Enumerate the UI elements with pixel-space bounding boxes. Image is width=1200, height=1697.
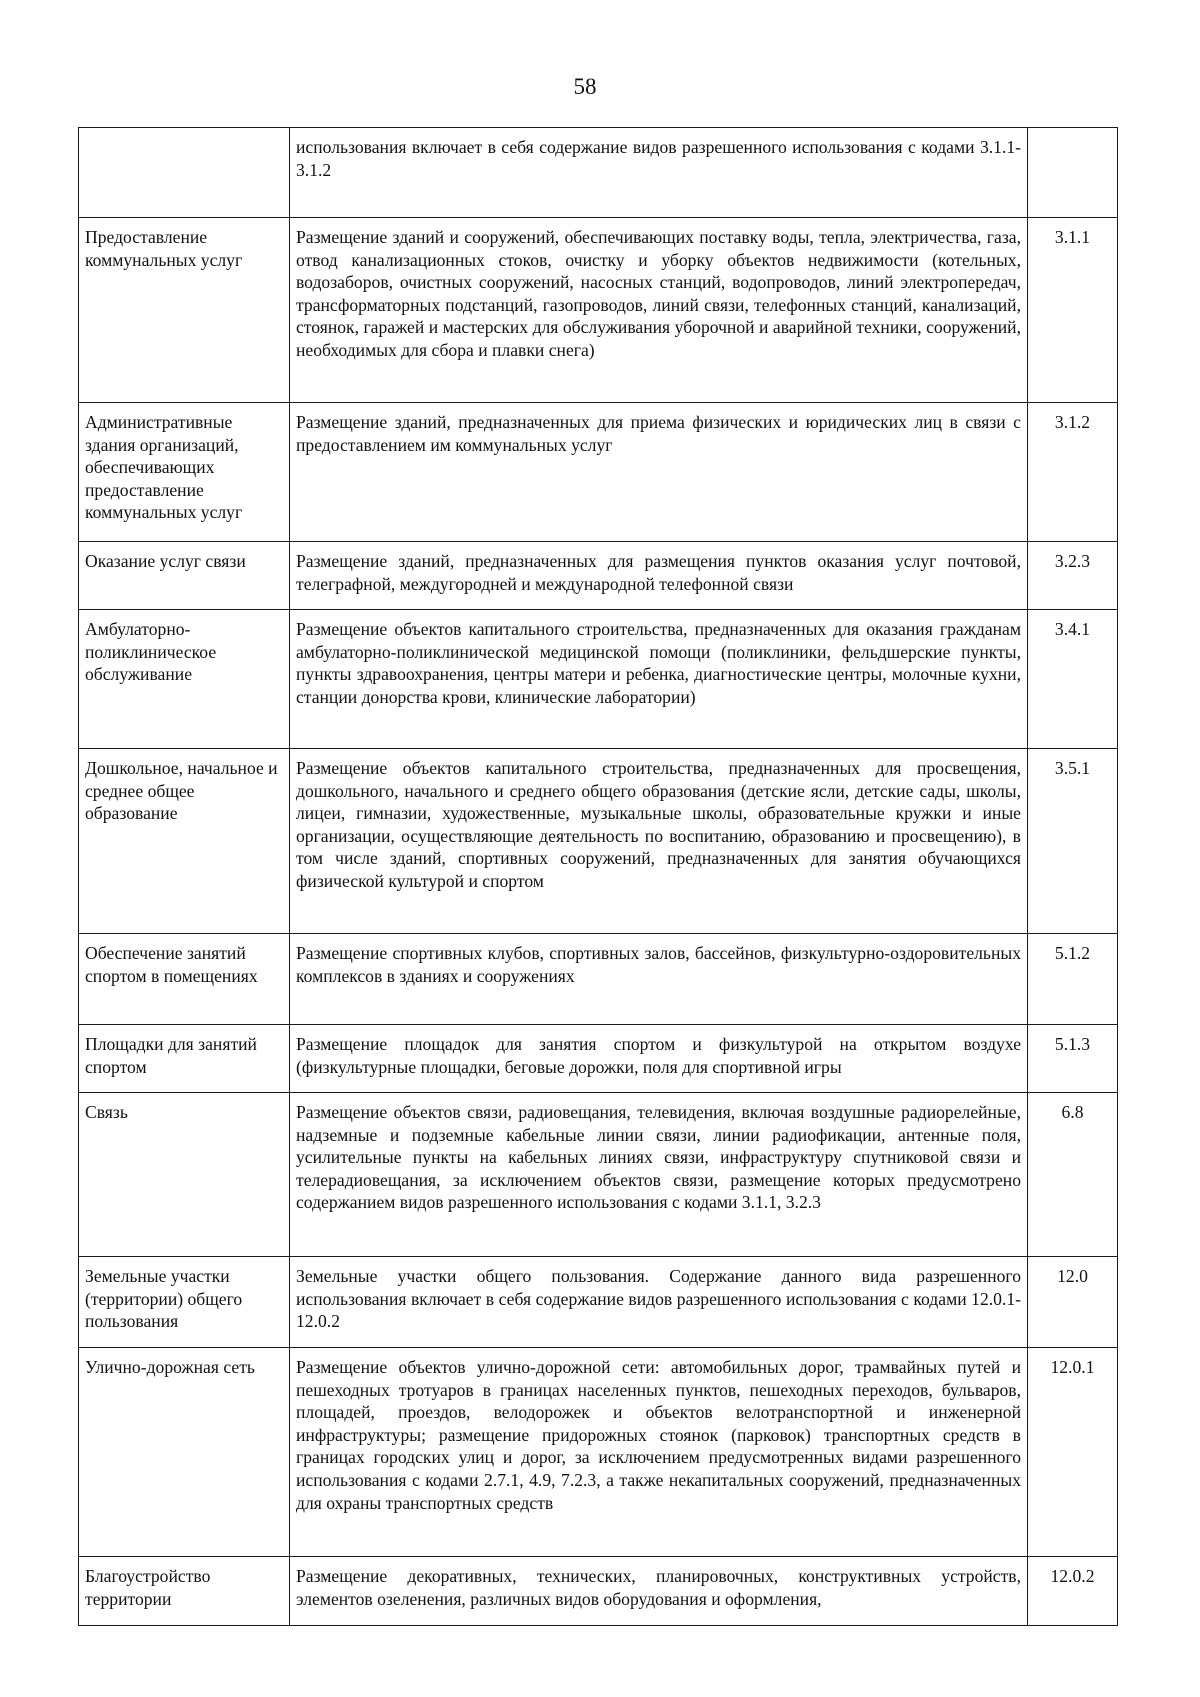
table-row [79, 1025, 1118, 1093]
table-row [79, 749, 1118, 934]
use-type-description: Размещение спортивных клубов, спортивных залов, бассейнов, физкультурно-оздоровительных комплексов в зданиях и сооружениях [290, 934, 1028, 1025]
use-type-description: Размещение объектов капитального строительства, предназначенных для оказания гражданам амбулаторно-поликлинической медицинской помощи (поликлиники, фельдшерские пункты, пункты здравоохранения, центры матери и ребенка, диагностические центры, молочные кухни, станции донорства крови, клинические лаборатории) [290, 610, 1028, 749]
use-type-name: Благоустройство территории [79, 1557, 290, 1626]
use-type-description: использования включает в себя содержание видов разрешенного использования с кодами 3.1.1-3.1.2 [290, 128, 1028, 218]
use-type-code: 3.4.1 [1028, 610, 1118, 749]
table-row [79, 218, 1118, 403]
use-type-code: 12.0.2 [1028, 1557, 1118, 1626]
use-type-name: Земельные участки (территории) общего пользования [79, 1257, 290, 1348]
use-type-name: Предоставление коммунальных услуг [79, 218, 290, 403]
table-row [79, 403, 1118, 542]
use-type-code: 3.2.3 [1028, 542, 1118, 610]
use-type-name: Обеспечение занятий спортом в помещениях [79, 934, 290, 1025]
use-type-name: Улично-дорожная сеть [79, 1348, 290, 1557]
table-row [79, 128, 1118, 218]
use-type-description: Размещение зданий, предназначенных для размещения пунктов оказания услуг почтовой, телеграфной, междугородней и международной телефонной связи [290, 542, 1028, 610]
use-type-code: 5.1.2 [1028, 934, 1118, 1025]
table-row [79, 1093, 1118, 1257]
use-type-description: Размещение объектов улично-дорожной сети: автомобильных дорог, трамвайных путей и пешеходных тротуаров в границах населенных пунктов, пешеходных переходов, бульваров, площадей, проездов, велодорожек и объектов велотранспортной и инженерной инфраструктуры; размещение придорожных стоянок (парковок) транспортных средств в границах городских улиц и дорог, за исключением предусмотренных видами разрешенного использования с кодами 2.7.1, 4.9, 7.2.3, а также некапитальных сооружений, предназначенных для охраны транспортных средств [290, 1348, 1028, 1557]
page-number: 58 [573, 74, 597, 99]
use-type-description: Размещение объектов связи, радиовещания, телевидения, включая воздушные радиорелейные, надземные и подземные кабельные линии связи, линии радиофикации, антенные поля, усилительные пункты на кабельных линиях связи, инфраструктуру спутниковой связи и телерадиовещания, за исключением объектов связи, размещение которых предусмотрено содержанием видов разрешенного использования с кодами 3.1.1, 3.2.3 [290, 1093, 1028, 1257]
table-row [79, 1557, 1118, 1626]
table-row [79, 934, 1118, 1025]
use-type-code: 3.1.1 [1028, 218, 1118, 403]
use-type-description: Земельные участки общего пользования. Содержание данного вида разрешенного использования включает в себя содержание видов разрешенного использования с кодами 12.0.1-12.0.2 [290, 1257, 1028, 1348]
use-type-code: 3.5.1 [1028, 749, 1118, 934]
table-row [79, 542, 1118, 610]
use-type-code: 12.0 [1028, 1257, 1118, 1348]
use-type-name: Административные здания организаций, обеспечивающих предоставление коммунальных услуг [79, 403, 290, 542]
use-type-code [1028, 128, 1118, 218]
table-row [79, 1257, 1118, 1348]
use-type-description: Размещение декоративных, технических, планировочных, конструктивных устройств, элементов озеленения, различных видов оборудования и оформления, [290, 1557, 1028, 1626]
use-type-code: 6.8 [1028, 1093, 1118, 1257]
use-type-code: 5.1.3 [1028, 1025, 1118, 1093]
use-type-name: Амбулаторно-поликлиническое обслуживание [79, 610, 290, 749]
use-type-name: Оказание услуг связи [79, 542, 290, 610]
use-type-code: 12.0.1 [1028, 1348, 1118, 1557]
use-type-description: Размещение зданий и сооружений, обеспечивающих поставку воды, тепла, электричества, газа, отвод канализационных стоков, очистку и уборку объектов недвижимости (котельных, водозаборов, очистных сооружений, насосных станций, водопроводов, линий электропередач, трансформаторных подстанций, газопроводов, линий связи, телефонных станций, канализаций, стоянок, гаражей и мастерских для обслуживания уборочной и аварийной техники, сооружений, необходимых для сбора и плавки снега) [290, 218, 1028, 403]
use-type-name: Дошкольное, начальное и среднее общее образование [79, 749, 290, 934]
use-type-code: 3.1.2 [1028, 403, 1118, 542]
use-type-description: Размещение зданий, предназначенных для приема физических и юридических лиц в связи с предоставлением им коммунальных услуг [290, 403, 1028, 542]
table-row [79, 610, 1118, 749]
use-type-name [79, 128, 290, 218]
table-row [79, 1348, 1118, 1557]
use-type-name: Площадки для занятий спортом [79, 1025, 290, 1093]
use-type-description: Размещение объектов капитального строительства, предназначенных для просвещения, дошкольного, начального и среднего общего образования (детские ясли, детские сады, школы, лицеи, гимназии, художественные, музыкальные школы, образовательные кружки и иные организации, осуществляющие деятельность по воспитанию, образованию и просвещению), в том числе зданий, спортивных сооружений, предназначенных для занятия обучающихся физической культурой и спортом [290, 749, 1028, 934]
use-type-description: Размещение площадок для занятия спортом и физкультурой на открытом воздухе (физкультурные площадки, беговые дорожки, поля для спортивной игры [290, 1025, 1028, 1093]
use-type-name: Связь [79, 1093, 290, 1257]
land-use-table [78, 127, 1118, 1626]
